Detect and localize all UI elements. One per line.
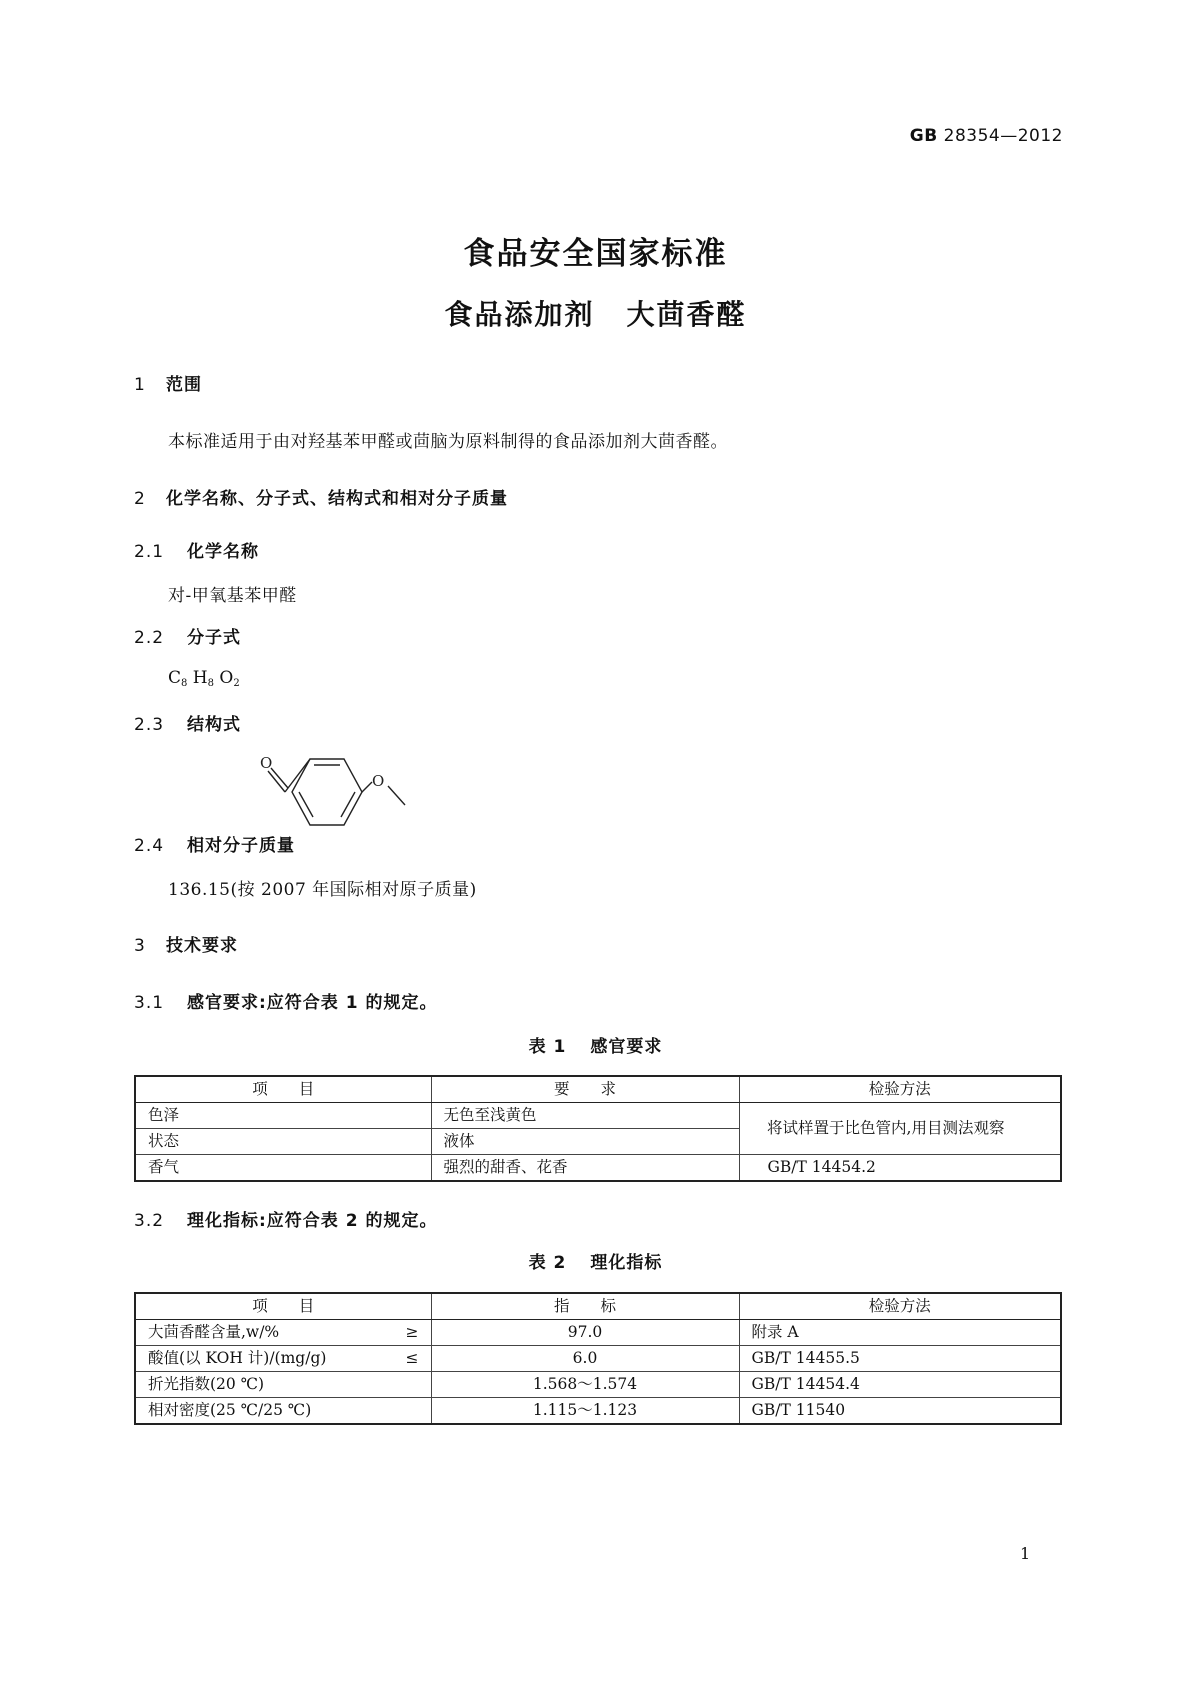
table-1-sensory	[134, 1075, 1062, 1182]
table-cell: 酸值(以 KOH 计)/(mg/g) ≤	[135, 1346, 431, 1372]
table-cell: 1.568～1.574	[431, 1372, 739, 1398]
section-1-title: 范围	[166, 375, 202, 395]
table-2-caption: 表 2 理化指标	[528, 1253, 663, 1273]
section-2-4-title: 相对分子质量	[187, 836, 295, 856]
table-cell-merged-method: 将试样置于比色管内,用目测法观察	[739, 1103, 1061, 1155]
bond-ether-1	[362, 782, 372, 792]
comparison-symbol: ≥	[405, 1323, 419, 1341]
table-header-cell: 检验方法	[739, 1293, 1061, 1320]
table-cell: 色泽	[135, 1103, 431, 1129]
table-cell: 折光指数(20 ℃)	[135, 1372, 431, 1398]
structural-formula	[255, 750, 415, 830]
section-2-3-title: 结构式	[187, 715, 241, 735]
section-3-2-heading: 3.2 理化指标:应符合表 2 的规定。	[134, 1211, 438, 1231]
table-cell: 状态	[135, 1129, 431, 1155]
section-2-heading: 2 化学名称、分子式、结构式和相对分子质量	[134, 489, 508, 509]
table-cell: 附录 A	[739, 1320, 1061, 1346]
atom-label-carbonyl-o: O	[260, 754, 273, 772]
section-3-heading: 3 技术要求	[134, 936, 238, 956]
subtitle-substance: 大茴香醛	[626, 298, 747, 331]
molecular-formula: $C_8$ $H_8$ $O_2$	[168, 668, 240, 689]
table-cell: 大茴香醛含量,w/% ≥	[135, 1320, 431, 1346]
section-1-heading: 1 范围	[134, 375, 202, 395]
standard-code-prefix: GB	[909, 126, 938, 146]
section-2-title: 化学名称、分子式、结构式和相对分子质量	[166, 489, 508, 509]
ring-inner-bond-3	[299, 792, 313, 817]
section-3-title: 技术要求	[166, 936, 238, 956]
table-cell: 无色至浅黄色	[431, 1103, 739, 1129]
relative-molecular-mass: 136.15(按 2007 年国际相对原子质量)	[168, 880, 477, 900]
table-header-cell: 指 标	[431, 1293, 739, 1320]
table-header-cell: 检验方法	[739, 1076, 1061, 1103]
standard-code-number: 28354—2012	[943, 126, 1063, 146]
table-row	[135, 1398, 1061, 1425]
section-1-text: 本标准适用于由对羟基苯甲醛或茴脑为原料制得的食品添加剂大茴香醛。	[168, 432, 728, 452]
table-1-caption: 表 1 感官要求	[528, 1037, 663, 1057]
section-2-1-title: 化学名称	[187, 542, 259, 562]
table-row	[135, 1155, 1061, 1182]
document-subtitle	[0, 293, 1191, 333]
section-2-2-title: 分子式	[187, 628, 241, 648]
table-header-cell: 要 求	[431, 1076, 739, 1103]
table-cell: GB/T 11540	[739, 1398, 1061, 1425]
section-3-2-title: 理化指标:应符合表 2 的规定。	[187, 1211, 438, 1231]
table-2-physicochemical	[134, 1292, 1062, 1425]
section-2-1-heading: 2.1 化学名称	[134, 542, 259, 562]
document-title: 食品安全国家标准	[463, 236, 728, 272]
table-cell: GB/T 14454.4	[739, 1372, 1061, 1398]
table-cell: 1.115～1.123	[431, 1398, 739, 1425]
table-cell: 6.0	[431, 1346, 739, 1372]
table-2-header-row	[135, 1293, 1061, 1320]
table-cell: GB/T 14455.5	[739, 1346, 1061, 1372]
comparison-symbol: ≤	[405, 1349, 419, 1367]
table-row	[135, 1372, 1061, 1398]
section-3-1-heading: 3.1 感官要求:应符合表 1 的规定。	[134, 993, 438, 1013]
chemical-name: 对-甲氧基苯甲醛	[168, 586, 297, 606]
table-cell: 强烈的甜香、花香	[431, 1155, 739, 1182]
table-row	[135, 1320, 1061, 1346]
section-2-3-heading: 2.3 结构式	[134, 715, 241, 735]
table-row	[135, 1346, 1061, 1372]
section-3-1-title: 感官要求:应符合表 1 的规定。	[187, 993, 438, 1013]
table-cell: 相对密度(25 ℃/25 ℃)	[135, 1398, 431, 1425]
table-cell: 液体	[431, 1129, 739, 1155]
table-header-cell: 项 目	[135, 1076, 431, 1103]
bond-ether-2	[388, 786, 405, 805]
ring-inner-bond-2	[341, 792, 355, 817]
bond-aldehyde	[285, 759, 310, 792]
table-header-cell: 项 目	[135, 1293, 431, 1320]
standard-code	[910, 126, 1063, 146]
table-cell: GB/T 14454.2	[739, 1155, 1061, 1182]
page-number: 1	[1020, 1544, 1031, 1563]
table-row	[135, 1103, 1061, 1129]
subtitle-category: 食品添加剂	[444, 298, 595, 331]
section-2-4-heading: 2.4 相对分子质量	[134, 836, 295, 856]
table-cell: 97.0	[431, 1320, 739, 1346]
section-2-2-heading: 2.2 分子式	[134, 628, 241, 648]
table-cell: 香气	[135, 1155, 431, 1182]
table-1-header-row	[135, 1076, 1061, 1103]
atom-label-ether-o: O	[372, 772, 385, 790]
